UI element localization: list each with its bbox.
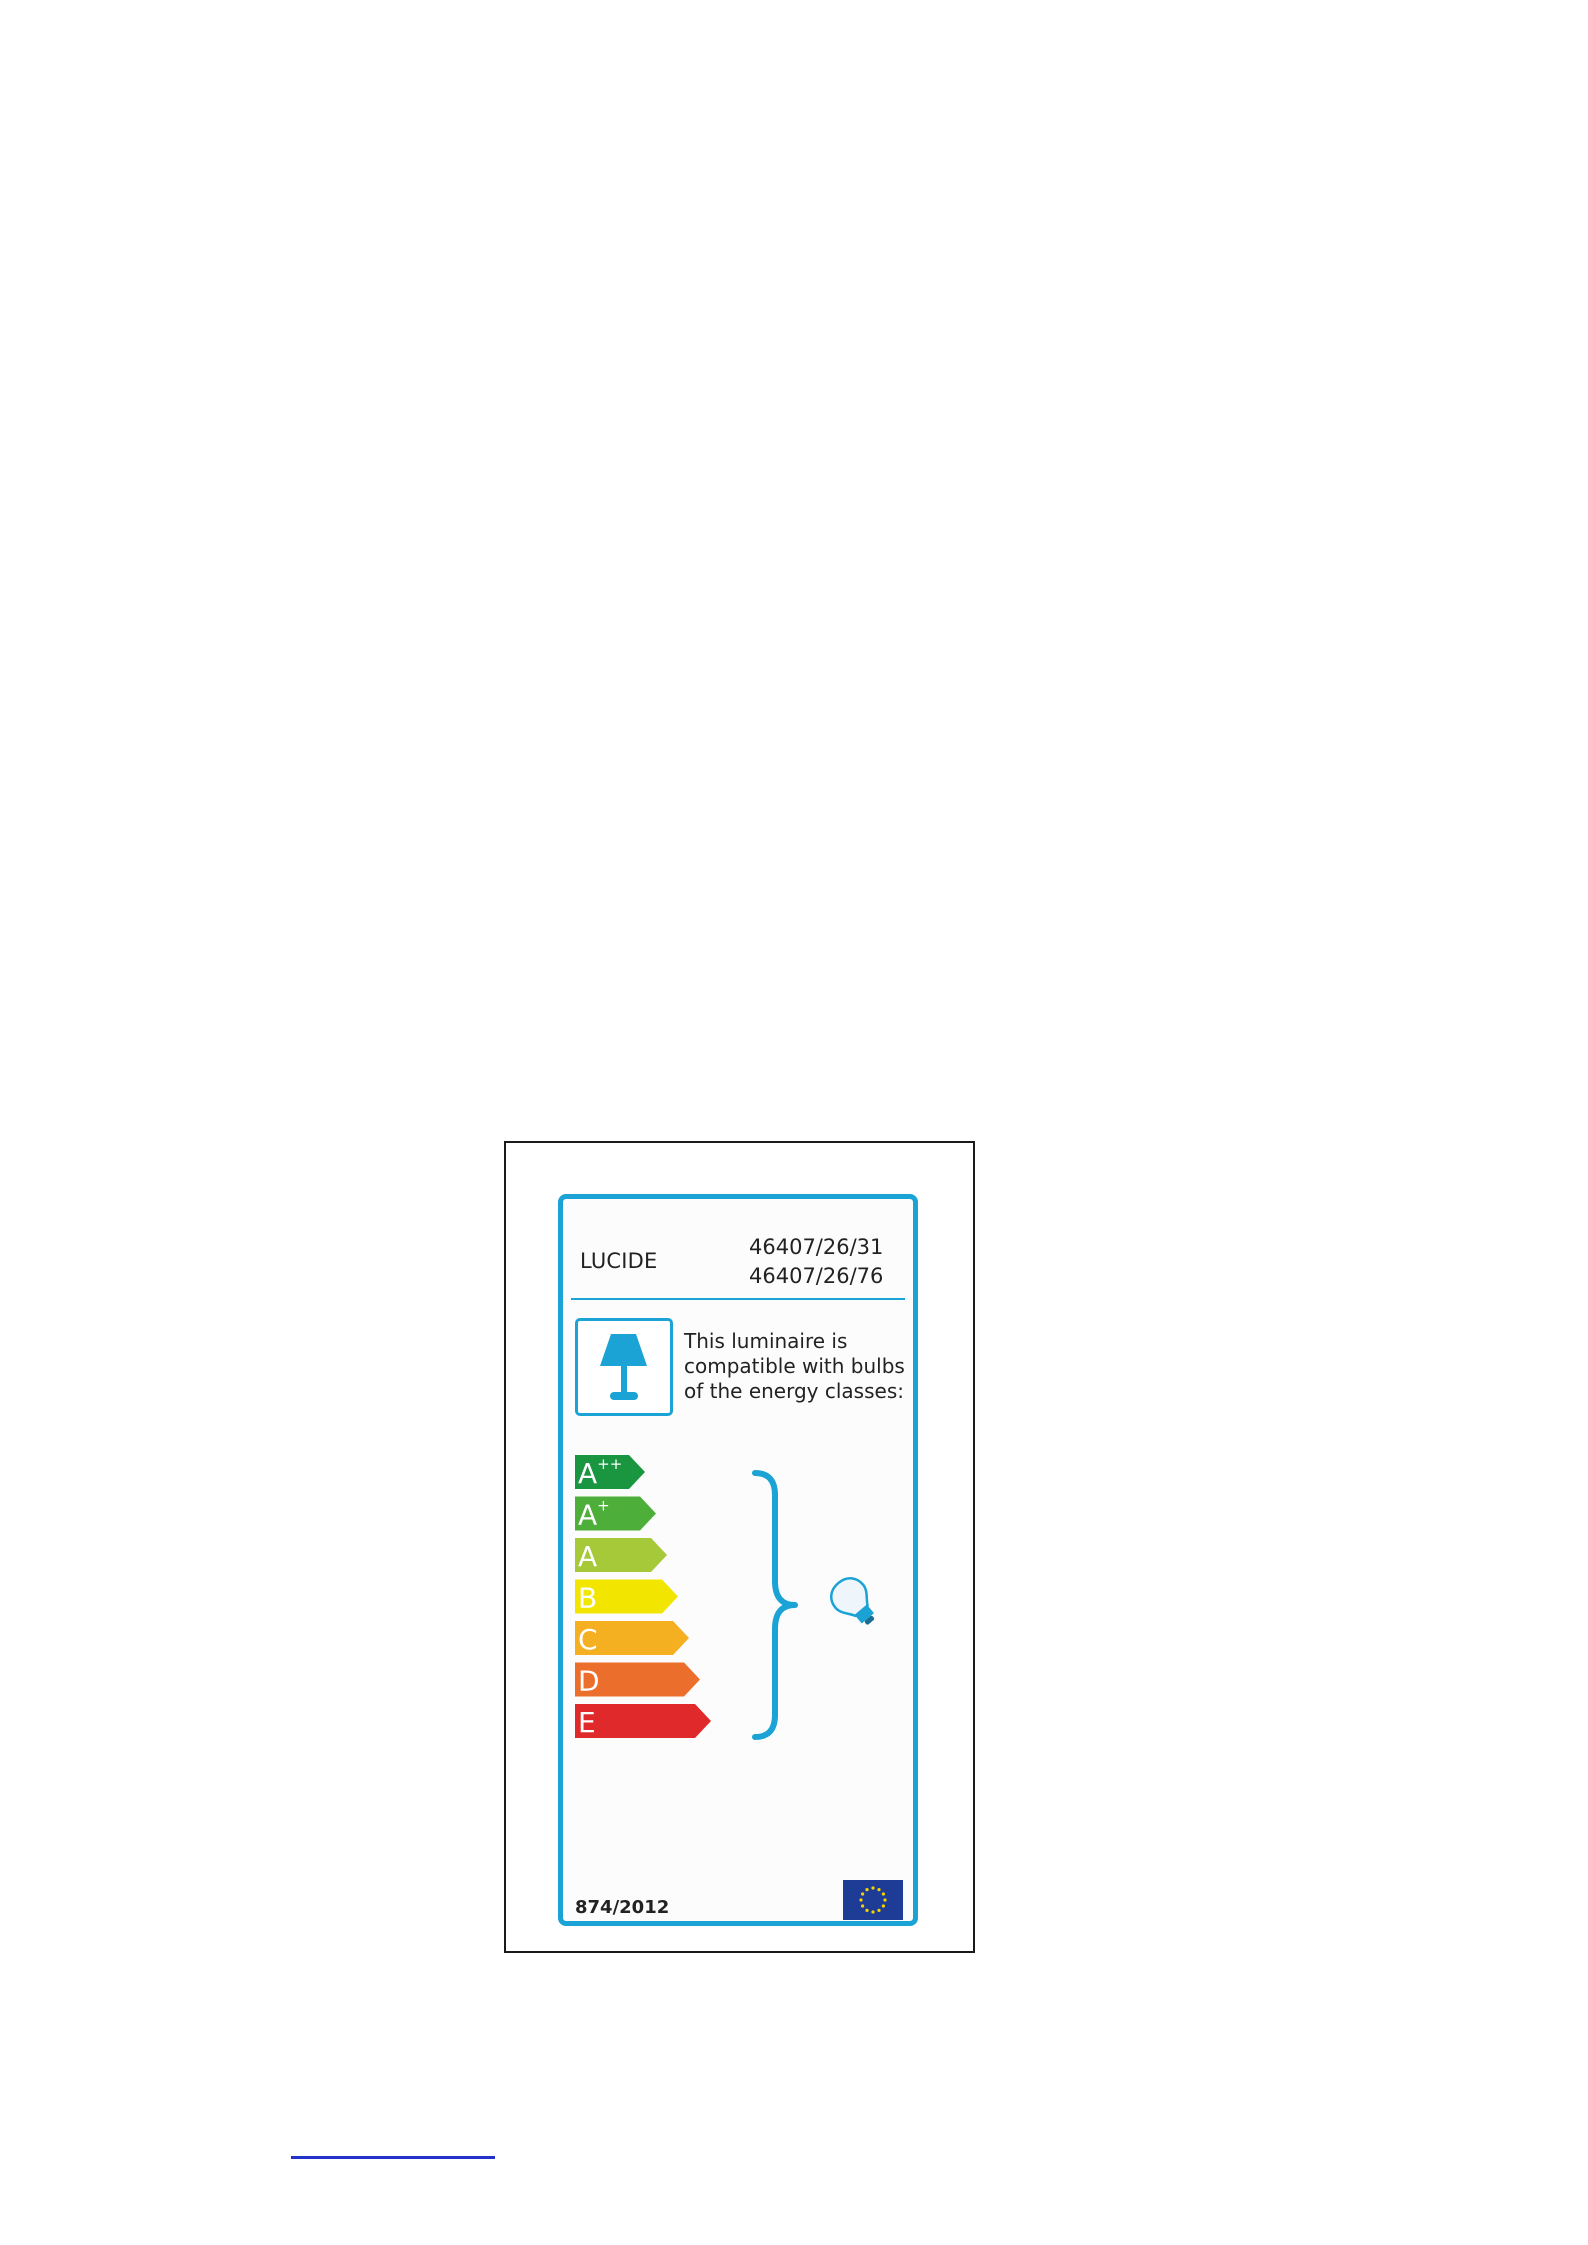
lamp-icon-box <box>575 1318 673 1416</box>
energy-class-1 <box>575 1455 645 1490</box>
compat-line-1: This luminaire is <box>684 1329 848 1353</box>
model-number-1: 46407/26/31 <box>749 1235 884 1259</box>
energy-class-letter: D <box>578 1664 600 1698</box>
light-bulb-icon <box>823 1571 887 1635</box>
energy-class-6 <box>575 1663 700 1698</box>
eu-star <box>882 1904 885 1907</box>
energy-class-letter: B <box>578 1581 598 1615</box>
eu-star <box>871 1910 874 1913</box>
energy-class-letter: E <box>578 1706 596 1739</box>
eu-star <box>871 1886 874 1889</box>
curly-brace <box>751 1469 811 1741</box>
eu-star <box>877 1909 880 1912</box>
eu-star <box>865 1888 868 1891</box>
regulation-number: 874/2012 <box>575 1897 670 1918</box>
model-number-2: 46407/26/76 <box>749 1264 884 1288</box>
compatibility-text <box>684 1329 914 1404</box>
energy-label-card <box>558 1194 918 1926</box>
energy-class-letter: C <box>578 1623 598 1656</box>
header-divider <box>571 1298 905 1300</box>
compat-line-3: of the energy classes: <box>684 1379 904 1403</box>
energy-class-superscript: ++ <box>597 1455 623 1473</box>
energy-class-superscript: + <box>597 1496 610 1515</box>
eu-star <box>877 1888 880 1891</box>
energy-class-5 <box>575 1621 689 1656</box>
eu-flag-icon <box>843 1880 903 1920</box>
model-numbers <box>749 1233 883 1291</box>
compat-line-2: compatible with bulbs <box>684 1354 905 1378</box>
energy-class-4 <box>575 1580 678 1615</box>
eu-star <box>861 1892 864 1895</box>
eu-star <box>882 1892 885 1895</box>
eu-star <box>861 1904 864 1907</box>
energy-class-scale <box>575 1455 725 1745</box>
energy-class-letter: A <box>578 1540 598 1573</box>
energy-class-3 <box>575 1538 667 1573</box>
energy-class-letter: A++ <box>578 1455 623 1490</box>
energy-class-2 <box>575 1497 656 1532</box>
table-lamp-icon <box>578 1321 670 1413</box>
footer-link-underline[interactable] <box>291 2156 495 2159</box>
eu-star <box>883 1898 886 1901</box>
eu-star <box>865 1909 868 1912</box>
energy-class-7 <box>575 1704 711 1739</box>
brand-name: LUCIDE <box>580 1249 658 1273</box>
eu-star <box>859 1898 862 1901</box>
energy-class-letter: A+ <box>578 1496 610 1532</box>
